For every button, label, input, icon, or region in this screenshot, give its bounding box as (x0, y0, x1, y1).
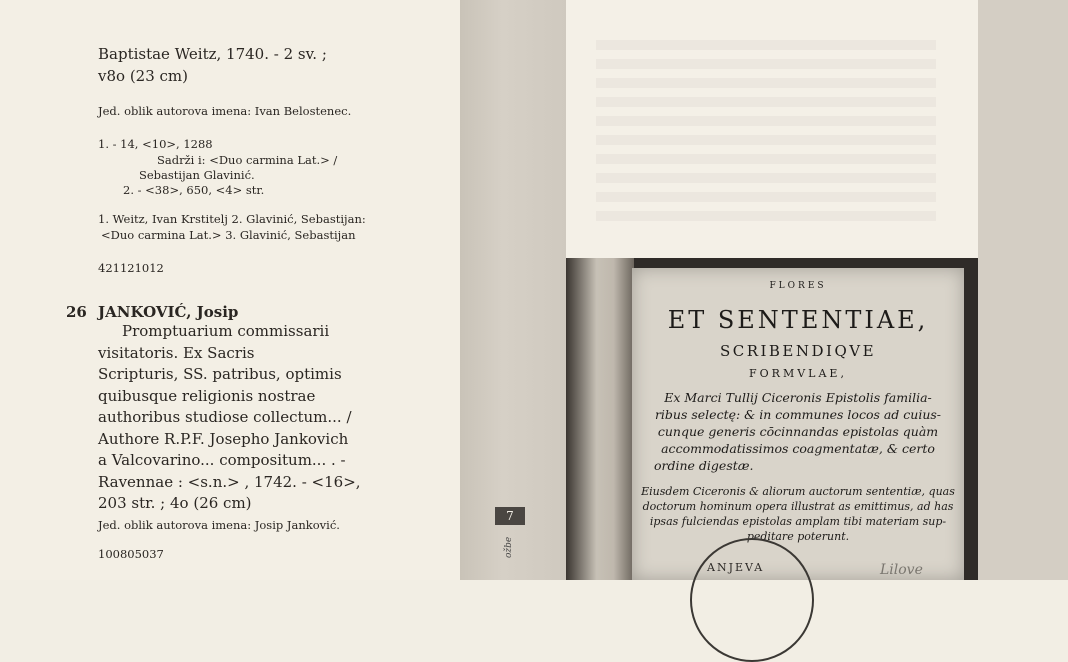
title-body-line: Ex Marci Tullij Ciceronis Epistolis familia- (664, 390, 932, 405)
index-line: 1. Weitz, Ivan Krstitelj 2. Glavinić, Sebastijan: (98, 212, 366, 226)
title-flores: FLORES (769, 281, 827, 291)
entry-line: 203 str. ; 4o (26 cm) (98, 494, 252, 512)
continued-record (98, 44, 327, 87)
page-number-badge: 7 (495, 507, 525, 525)
entry-line: Scripturis, SS. patribus, optimis (98, 365, 342, 383)
entry-description (98, 321, 361, 515)
entry-line: Ravennae : <s.n.> , 1742. - <16>, (98, 472, 361, 491)
handwritten-signature: Lilove (880, 562, 923, 578)
title-subtitle: SCRIBENDIQVE (719, 342, 877, 360)
entry-line: a Valcovarino... compositum... . - (98, 451, 346, 469)
index-line: <Duo carmina Lat.> 3. Glavinić, Sebastijan (101, 228, 356, 242)
title-body2-line: Eiusdem Ciceronis & aliorum auctorum sententiæ, quas (641, 485, 955, 498)
contents-line: Sadrži i: <Duo carmina Lat.> / (157, 153, 338, 167)
title-body2-line: doctorum hominum opera illustrat as emittimus, ad has (642, 500, 954, 513)
jed-oblik-note: Jed. oblik autorova imena: Ivan Belostenec. (98, 104, 352, 118)
title-body2-line: ipsas fulciendas epistolas amplam tibi materiam sup- (649, 515, 947, 528)
entry-number: 26 (66, 303, 87, 321)
page-gutter (460, 0, 566, 580)
volume-2-line: 2. - <38>, 650, <4> str. (123, 183, 265, 197)
title-body-line: ordine digestæ. (654, 458, 754, 473)
left-page (0, 0, 460, 580)
jed-oblik-note: Jed. oblik autorova imena: Josip Janković. (98, 518, 340, 532)
title-body-line: cunque generis cōcinnandas epistolas quàm (657, 424, 939, 439)
entry-line: Promptuarium commissarii (122, 322, 330, 340)
entry-line: visitatoris. Ex Sacris (98, 343, 255, 362)
entry-line: authoribus studiose collectum... / (98, 408, 352, 426)
entry-line: quibusque religionis nostrae (98, 386, 316, 405)
adjacent-page-edge (978, 0, 1068, 580)
title-formulae: FORMVLAE, (749, 367, 847, 380)
entry-heading: JANKOVIĆ, Josip (98, 303, 239, 321)
stamp-text: ANJEVA (707, 561, 765, 574)
title-body-line: accommodatissimos coagmentatæ, & certo (661, 441, 935, 456)
record-line: Baptistae Weitz, 1740. - 2 sv. ; (98, 45, 327, 63)
title-body-line: ribus selectę: & in communes locos ad cuius- (654, 407, 942, 422)
record-id: 100805037 (98, 547, 164, 561)
book-spine-edge (566, 258, 634, 580)
library-stamp-icon (690, 538, 814, 662)
title-body2-line: peditare poterunt. (746, 530, 850, 543)
book-photo (566, 258, 978, 580)
title-main: ET SENTENTIAE, (667, 306, 929, 334)
contents-author: Sebastijan Glavinić. (139, 168, 255, 182)
record-id: 421121012 (98, 261, 164, 275)
title-page (632, 268, 964, 580)
bleed-through-text (596, 40, 936, 230)
entry-line: Authore R.P.F. Josepho Jankovich (98, 429, 349, 448)
record-line: v8o (23 cm) (98, 66, 188, 85)
volume-1-line: 1. - 14, <10>, 1288 (98, 137, 213, 151)
running-head-vertical: ožbe (504, 536, 514, 558)
